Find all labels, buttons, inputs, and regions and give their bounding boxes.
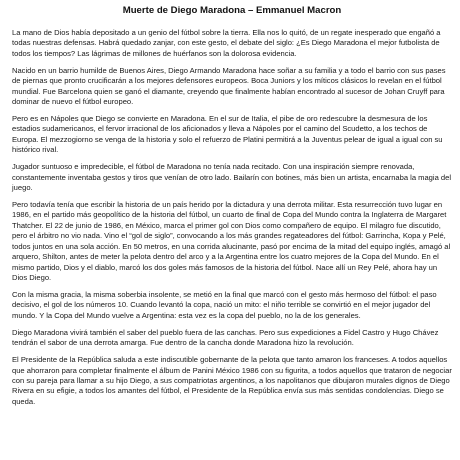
paragraph: El Presidente de la República saluda a este indiscutible gobernante de la pelota que tanto amaron los franceses. A todos aquellos que ahorraron para completar finalmente el álbum de Panini México 1986 con su figurita, a todos aquellos que trataron de negociar con su pareja para llamar a su hijo Diego, a sus compatriotas argentinos, a los napolitanos que dibujaron murales dignos de Diego Rivera en su efigie, a todos los amantes del fútbol, el Presidente de la República envía sus más sentidas condolencias. Diego se queda. [12,355,452,406]
paragraph: Jugador suntuoso e impredecible, el fútbol de Maradona no tenía nada recitado. Con una inspiración siempre renovada, constantemente inventaba gestos y tiros que venían de otro lado. Bailarín con botines, más bien un artista, encarnaba la magia del juego. [12,162,451,193]
paragraph: La mano de Dios había depositado a un genio del fútbol sobre la tierra. Ella nos lo quitó, de un regate inesperado que engañó a todas nuestras defensas. Habrá quedado zanjar, con este gesto, el debate del siglo: ¿Es Diego Maradona el mejor futbolista de todos los tiempos? Las lágrimas de millones de huérfanos son la dolorosa evidencia. [12,28,441,58]
paragraph: Pero todavía tenía que escribir la historia de un país herido por la dictadura y una derrota militar. Esta resurrección tuvo lugar en 1986, en el partido más geopolítico de la historia del fútbol, un cuarto de final de Copa del Mundo contra la Inglaterra de Margaret Thatcher. El 22 de junio de 1986, en México, marca el primer gol con Dios como compañero de equipo. El milagro fue discutido, pero el árbitro no vio nada. Vino el “gol de siglo”, convocando a los más grandes regateadores del fútbol: Garrincha, Kopa y Pelé, todos juntos en una sola acción. En 50 metros, en una corrida alucinante, pasó por encima de la mitad del equipo inglés, amagó al arquero, Shilton, antes de meter la pelota dentro del arco y a la Argentina entre los cuatro mejores de la Copa del Mundo. En el mismo partido, Dios y el diablo, marcó los dos goles más famosos de la historia del fútbol. Nace allí un Rey Pelé, ahora hay un Dios Diego. [12,200,451,282]
paragraph: Con la misma gracia, la misma soberbia insolente, se metió en la final que marcó con el gesto más hermoso del fútbol: el paso decisivo, el gol de los números 10. Cuando levantó la copa, nació un mito: el niño terrible se convirtió en el mejor jugador del mundo. Y la Copa del Mundo vuelve a Argentina: esta vez es la copa del pueblo, no la de los generales. [12,289,437,320]
document-title: Muerte de Diego Maradona – Emmanuel Macron [122,5,342,16]
paragraph: Nacido en un barrio humilde de Buenos Aires, Diego Armando Maradona hace soñar a su familia y a todo el barrio con sus pases de piernas que pronto crucificarán a los mejores defensores europeos. Boca Juniors y los míticos clásicos lo revelan en el fútbol mundial. Fue Barcelona quien se ganó el diamante, creyendo que finalmente habían encontrado al sucesor de Johan Cruyff para dominar de nuevo el fútbol europeo. [12,65,446,107]
paragraph: Pero es en Nápoles que Diego se convierte en Maradona. En el sur de Italia, el pibe de oro redescubre la desmesura de los estadios sudamericanos, el fervor irracional de los aficionados y lleva a Nápoles por el camino del Scudetto, a los techos de Europa. El mezzogiorno se venga de la historia y solo el refuerzo de Platini permitirá a la Juventus pelear de igual a igual con su histórico rival. [12,114,443,155]
paragraph: Diego Maradona vivirá también el saber del pueblo fuera de las canchas. Pero sus expediciones a Fidel Castro y Hugo Chávez tendrán el sabor de una derrota amarga. Fue dentro de la cancha donde Maradona hizo la revolución. [12,327,439,348]
